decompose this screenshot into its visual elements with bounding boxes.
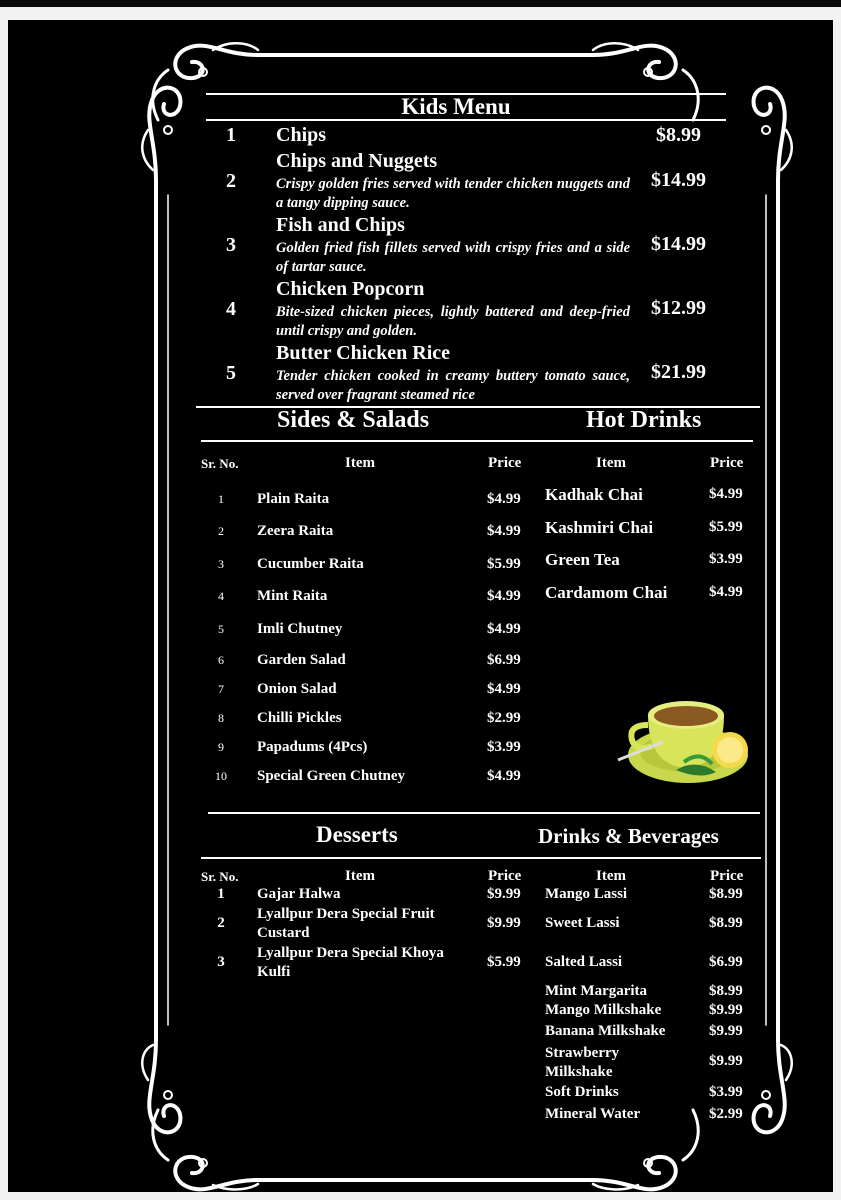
drink-item-price: $9.99 — [709, 1002, 743, 1018]
drink-item-price: $3.99 — [709, 1084, 743, 1100]
drink-item-price: $2.99 — [709, 1106, 743, 1122]
drink-item-name: Mango Milkshake — [545, 1002, 662, 1018]
dessert-item-number: 3 — [217, 954, 225, 970]
kids-item-number: 2 — [226, 170, 236, 192]
drink-item-price: $8.99 — [709, 915, 743, 931]
kids-item-description: Golden fried fish fillets served with crispy fries and a side of tartar sauce. — [276, 240, 630, 275]
dessert-item-name: Lyallpur Dera Special Fruit Custard — [257, 906, 435, 941]
hot-header-price: Price — [710, 455, 744, 471]
hot-item-price: $5.99 — [709, 519, 743, 535]
sides-item-number: 3 — [218, 557, 224, 571]
drink-item-name: Mango Lassi — [545, 886, 628, 902]
kids-item-description: Tender chicken cooked in creamy buttery tomato sauce, served over fragrant steamed rice — [276, 368, 630, 403]
hot-item-name: Green Tea — [545, 550, 620, 569]
sides-header-item: Item — [345, 455, 375, 471]
hot-item-price: $4.99 — [709, 486, 743, 502]
sides-item-name: Chilli Pickles — [257, 710, 342, 726]
drinks-header-item: Item — [596, 868, 626, 884]
sides-item-name: Plain Raita — [257, 491, 330, 507]
drink-item-name: Salted Lassi — [545, 954, 623, 970]
drink-item-name: Strawberry Milkshake — [545, 1045, 620, 1080]
kids-item-number: 1 — [226, 124, 236, 146]
kids-item-price: $14.99 — [651, 233, 706, 255]
sides-item-number: 9 — [218, 740, 224, 754]
dessert-item-price: $9.99 — [487, 915, 521, 931]
sides-item-price: $2.99 — [487, 710, 521, 726]
kids-item-number: 4 — [226, 298, 236, 320]
kids-item-description: Bite-sized chicken pieces, lightly battered and deep-fried until crispy and golden. — [276, 304, 630, 339]
desserts-header-sr: Sr. No. — [201, 869, 239, 884]
sides-header-price: Price — [488, 455, 522, 471]
desserts-header-item: Item — [345, 868, 375, 884]
sides-item-price: $6.99 — [487, 652, 521, 668]
top-bar — [0, 0, 841, 7]
sides-item-name: Mint Raita — [257, 588, 328, 604]
sides-item-price: $4.99 — [487, 621, 521, 637]
sides-bottom-line — [208, 812, 760, 814]
sides-item-price: $4.99 — [487, 588, 521, 604]
sides-header-sr: Sr. No. — [201, 456, 239, 471]
hot-item-price: $4.99 — [709, 584, 743, 600]
kids-item-name: Chicken Popcorn — [276, 278, 425, 300]
sides-item-price: $4.99 — [487, 681, 521, 697]
desserts-title: Desserts — [316, 822, 398, 847]
drinks-title: Drinks & Beverages — [538, 824, 719, 848]
hot-drinks-title: Hot Drinks — [586, 407, 702, 433]
dessert-item-number: 1 — [217, 886, 225, 902]
drink-item-name: Banana Milkshake — [545, 1023, 666, 1039]
sides-item-number: 2 — [218, 524, 224, 538]
hot-item-name: Kashmiri Chai — [545, 518, 654, 537]
sides-item-name: Imli Chutney — [257, 621, 343, 637]
sides-item-number: 7 — [218, 682, 224, 696]
hot-header-item: Item — [596, 455, 626, 471]
kids-item-price: $12.99 — [651, 297, 706, 319]
hot-item-name: Kadhak Chai — [545, 485, 643, 504]
kids-item-price: $14.99 — [651, 169, 706, 191]
sides-item-price: $5.99 — [487, 556, 521, 572]
sides-item-price: $3.99 — [487, 739, 521, 755]
dessert-item-name: Gajar Halwa — [257, 886, 341, 902]
sides-item-price: $4.99 — [487, 491, 521, 507]
desserts-title-underline — [201, 857, 761, 859]
dessert-item-price: $5.99 — [487, 954, 521, 970]
kids-item-name: Chips and Nuggets — [276, 150, 438, 172]
drink-item-price: $8.99 — [709, 886, 743, 902]
sides-item-number: 10 — [215, 769, 227, 783]
sides-title: Sides & Salads — [277, 407, 430, 433]
sides-item-number: 5 — [218, 622, 224, 636]
dessert-item-number: 2 — [217, 915, 225, 931]
dessert-item-price: $9.99 — [487, 886, 521, 902]
dessert-item-name: Lyallpur Dera Special Khoya Kulfi — [257, 945, 444, 980]
sides-item-name: Cucumber Raita — [257, 556, 364, 572]
desserts-header-price: Price — [488, 868, 522, 884]
drink-item-name: Sweet Lassi — [545, 915, 620, 931]
drink-item-price: $9.99 — [709, 1053, 743, 1069]
kids-menu-title: Kids Menu — [401, 94, 511, 119]
sides-item-name: Special Green Chutney — [257, 768, 406, 784]
sides-item-name: Onion Salad — [257, 681, 337, 697]
tea-cup-with-lemon-icon — [608, 680, 753, 790]
kids-item-description: Crispy golden fries served with tender chicken nuggets and a tangy dipping sauce. — [276, 176, 630, 211]
kids-item-name: Butter Chicken Rice — [276, 342, 451, 364]
hot-item-name: Cardamom Chai — [545, 583, 668, 602]
sides-item-number: 1 — [218, 492, 224, 506]
kids-item-number: 3 — [226, 234, 236, 256]
sides-item-number: 4 — [218, 589, 224, 603]
kids-item-name: Chips — [276, 124, 327, 146]
drink-item-name: Mint Margarita — [545, 983, 648, 999]
kids-item-price: $21.99 — [651, 361, 706, 383]
drink-item-name: Mineral Water — [545, 1106, 641, 1122]
drink-item-price: $6.99 — [709, 954, 743, 970]
kids-item-name: Fish and Chips — [276, 214, 405, 236]
sides-title-underline — [201, 440, 753, 442]
sides-item-price: $4.99 — [487, 523, 521, 539]
sides-item-name: Papadums (4Pcs) — [257, 739, 368, 755]
sides-item-number: 6 — [218, 653, 224, 667]
kids-item-number: 5 — [226, 362, 236, 384]
drink-item-price: $9.99 — [709, 1023, 743, 1039]
kids-title-underline — [206, 119, 726, 121]
drink-item-price: $8.99 — [709, 983, 743, 999]
sides-item-price: $4.99 — [487, 768, 521, 784]
kids-item-price: $8.99 — [656, 124, 701, 146]
sides-item-name: Zeera Raita — [257, 523, 334, 539]
sides-item-number: 8 — [218, 711, 224, 725]
drinks-header-price: Price — [710, 868, 744, 884]
drink-item-name: Soft Drinks — [545, 1084, 619, 1100]
hot-item-price: $3.99 — [709, 551, 743, 567]
sides-item-name: Garden Salad — [257, 652, 346, 668]
menu-board — [8, 20, 833, 1192]
